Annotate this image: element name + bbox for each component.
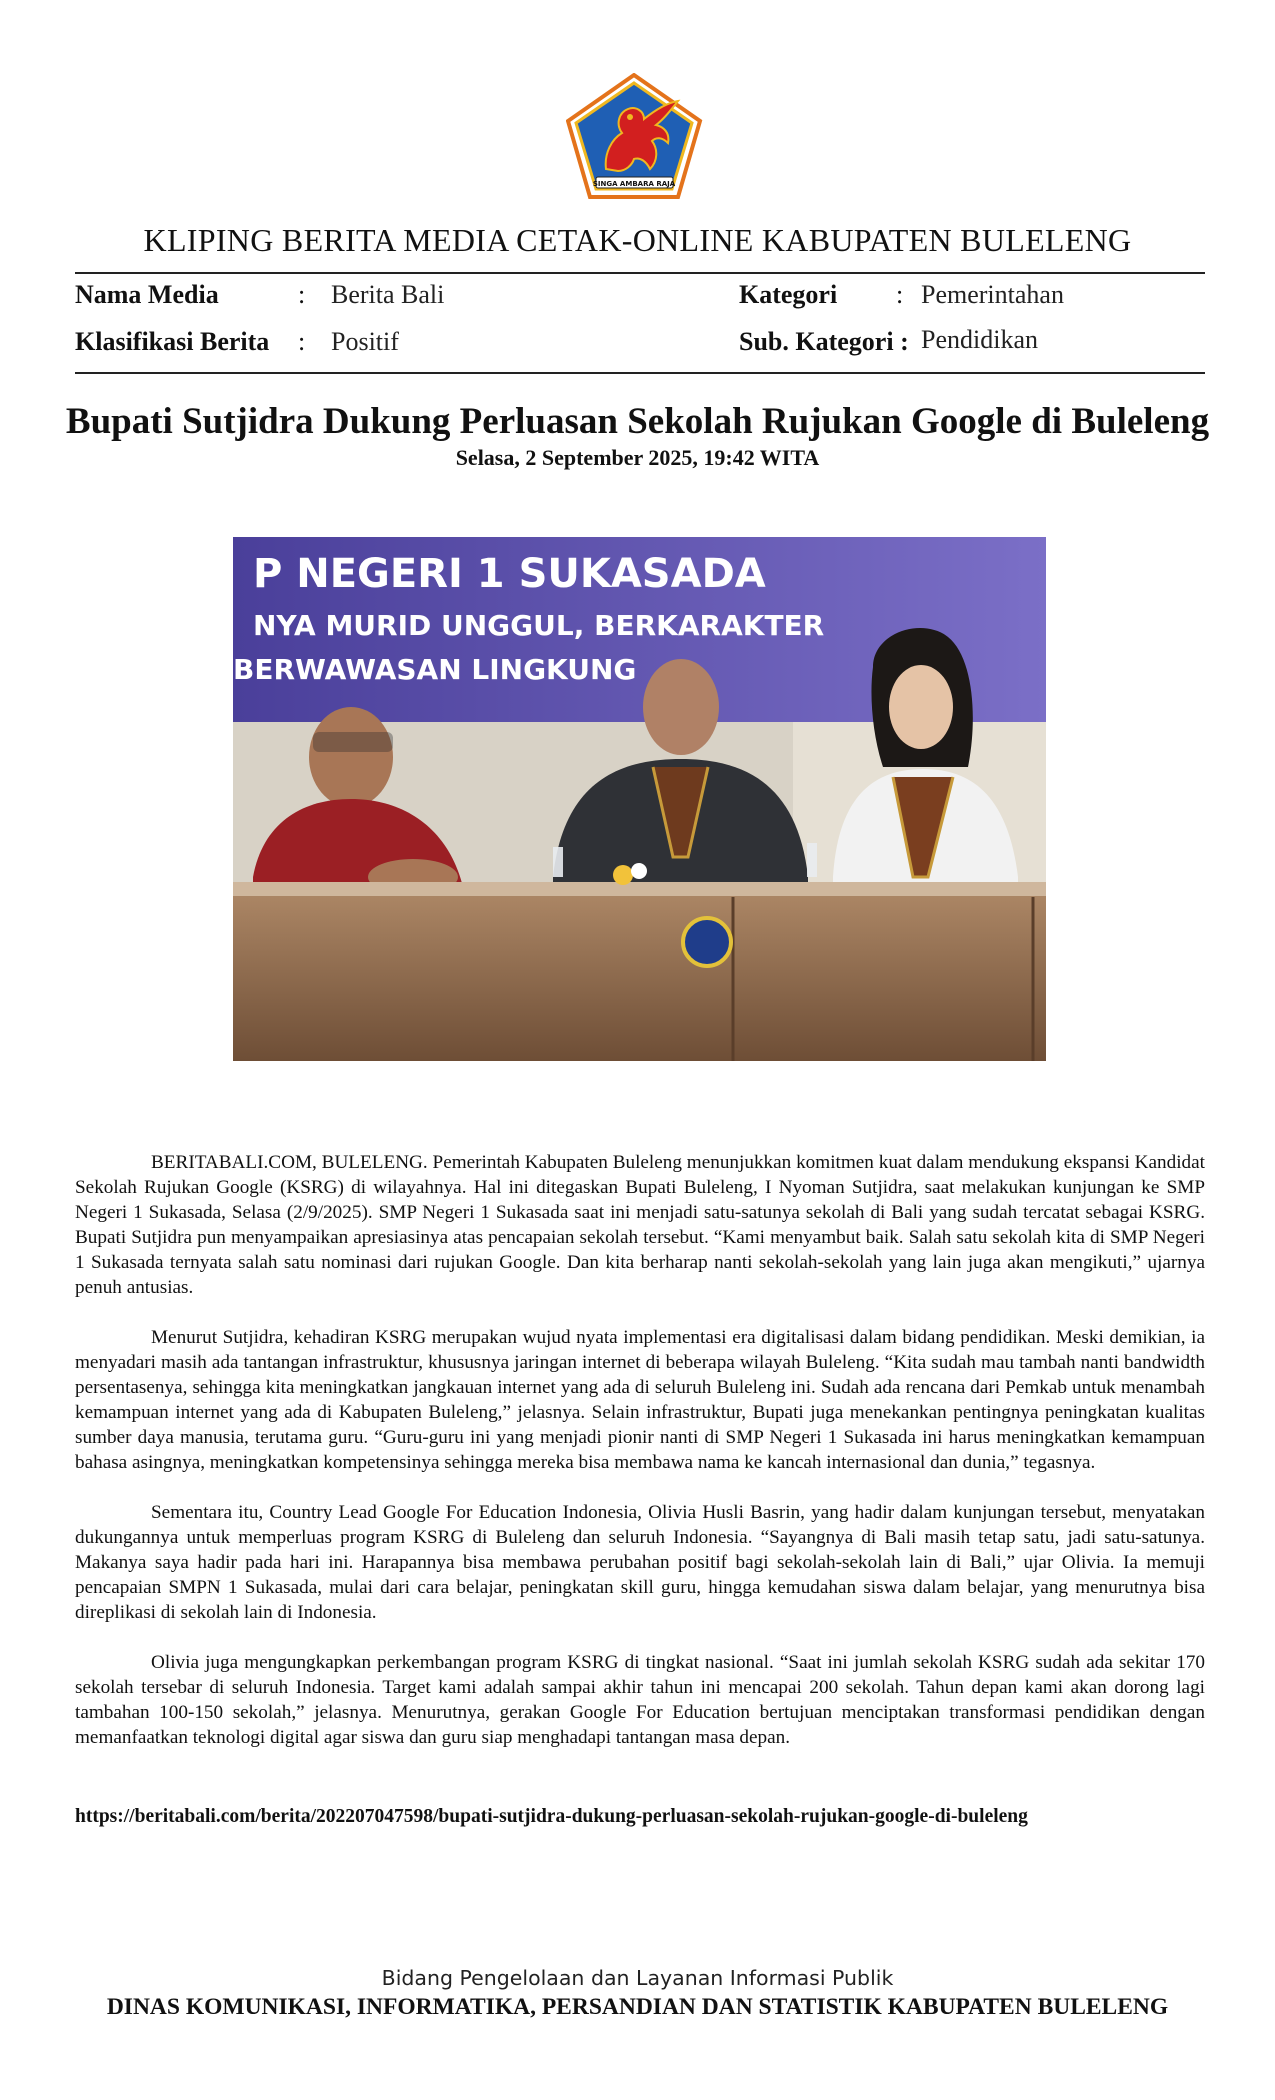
klasifikasi-label: Klasifikasi Berita <box>75 327 270 356</box>
klasifikasi-colon: : <box>298 327 306 356</box>
klasifikasi-value: Positif <box>331 327 399 356</box>
article-date: Selasa, 2 September 2025, 19:42 WITA <box>455 445 820 470</box>
kategori-colon: : <box>896 280 904 309</box>
regency-logo <box>566 73 703 201</box>
media-label: Nama Media <box>75 280 219 309</box>
article-paragraph-4: Olivia juga mengungkapkan perkembangan program KSRG di tingkat nasional. “Saat ini jumlah sekolah KSRG sudah ada sekitar 170 sekolah tersebar di seluruh Indonesia. Target kami adalah sampai akhir tahun ini mencapai 200 sekolah. Tahun depan kami akan dorong lagi tambahan 100-150 sekolah,” jelasnya. Menurutnya, gerakan Google For Education bertujuan menciptakan transformasi pendidikan dengan memanfaatkan teknologi digital agar siswa dan guru siap menghadapi tantangan masa depan. <box>75 1652 1205 1748</box>
article-photo <box>233 537 1046 1061</box>
media-colon: : <box>298 280 306 309</box>
divider-bottom <box>75 372 1205 374</box>
article-headline: Bupati Sutjidra Dukung Perluasan Sekolah Rujukan Google di Buleleng <box>65 401 1210 442</box>
article-body <box>75 1150 1205 1775</box>
banner-text-2: NYA MURID UNGGUL, BERKARAKTER <box>253 609 825 642</box>
footer-division: Bidang Pengelolaan dan Layanan Informasi Publik <box>381 1966 894 1990</box>
source-url[interactable]: https://beritabali.com/berita/202207047598/bupati-sutjidra-dukung-perluasan-sekolah-rujukan-google-di-buleleng <box>75 1806 1028 1827</box>
footer-agency: DINAS KOMUNIKASI, INFORMATIKA, PERSANDIAN DAN STATISTIK KABUPATEN BULELENG <box>106 1994 1169 2020</box>
subkategori-value: Pendidikan <box>921 325 1038 354</box>
kategori-value: Pemerintahan <box>921 280 1064 309</box>
article-paragraph-2: Menurut Sutjidra, kehadiran KSRG merupakan wujud nyata implementasi era digitalisasi dalam bidang pendidikan. Meski demikian, ia menyadari masih ada tantangan infrastruktur, khususnya jaringan internet di beberapa wilayah Buleleng. “Kita sudah mau tambah nanti bandwidth persentasenya, sehingga kita meningkatkan jangkauan internet yang ada di seluruh Buleleng ini. Sudah ada rencana dari Pemkab untuk menambah kemampuan internet yang ada di Kabupaten Buleleng,” jelasnya. Selain infrastruktur, Bupati juga menekankan pentingnya peningkatan kualitas sumber daya manusia, terutama guru. “Guru-guru ini yang menjadi pionir nanti di SMP Negeri 1 Sukasada ini harus meningkatkan kemampuan bahasa asingnya, meningkatkan kompetensinya sehingga mereka bisa membawa nama ke kancah internasional dan dunia,” tegasnya. <box>75 1327 1205 1473</box>
subkategori-label: Sub. Kategori : <box>739 327 909 356</box>
article-paragraph-1: BERITABALI.COM, BULELENG. Pemerintah Kabupaten Buleleng menunjukkan komitmen kuat dalam mendukung ekspansi Kandidat Sekolah Rujukan Google (KSRG) di wilayahnya. Hal ini ditegaskan Bupati Buleleng, I Nyoman Sutjidra, saat melakukan kunjungan ke SMP Negeri 1 Sukasada, Selasa (2/9/2025). SMP Negeri 1 Sukasada saat ini menjadi satu-satunya sekolah di Bali yang sudah tercatat sebagai KSRG. Bupati Sutjidra pun menyampaikan apresiasinya atas pencapaian sekolah tersebut. “Kami menyambut baik. Salah satu sekolah kita di SMP Negeri 1 Sukasada ternyata salah satu nominasi dari rujukan Google. Dan kita berharap nanti sekolah-sekolah yang lain juga akan mengikuti,” ujarnya penuh antusias. <box>75 1152 1205 1298</box>
banner-text-1: P NEGERI 1 SUKASADA <box>253 551 766 597</box>
document-title: KLIPING BERITA MEDIA CETAK-ONLINE KABUPATEN BULELENG <box>143 222 1132 258</box>
divider-top <box>75 272 1205 274</box>
media-value: Berita Bali <box>331 280 445 309</box>
kategori-label: Kategori <box>739 280 838 309</box>
article-paragraph-3: Sementara itu, Country Lead Google For Education Indonesia, Olivia Husli Basrin, yang hadir dalam kunjungan tersebut, menyatakan dukungannya untuk memperluas program KSRG di Buleleng dan seluruh Indonesia. “Sayangnya di Bali masih tetap satu, jadi satu-satunya. Makanya saya hadir pada hari ini. Harapannya bisa membawa perubahan positif bagi sekolah-sekolah lain di Bali,” ujar Olivia. Ia memuji pencapaian SMPN 1 Sukasada, mulai dari cara belajar, peningkatan skill guru, hingga kemudahan siswa dalam belajar, yang menurutnya bisa direplikasi di sekolah lain di Indonesia. <box>75 1502 1205 1623</box>
logo-motto: SINGA AMBARA RAJA <box>592 180 676 188</box>
banner-text-3: BERWAWASAN LINGKUNG <box>233 653 637 686</box>
